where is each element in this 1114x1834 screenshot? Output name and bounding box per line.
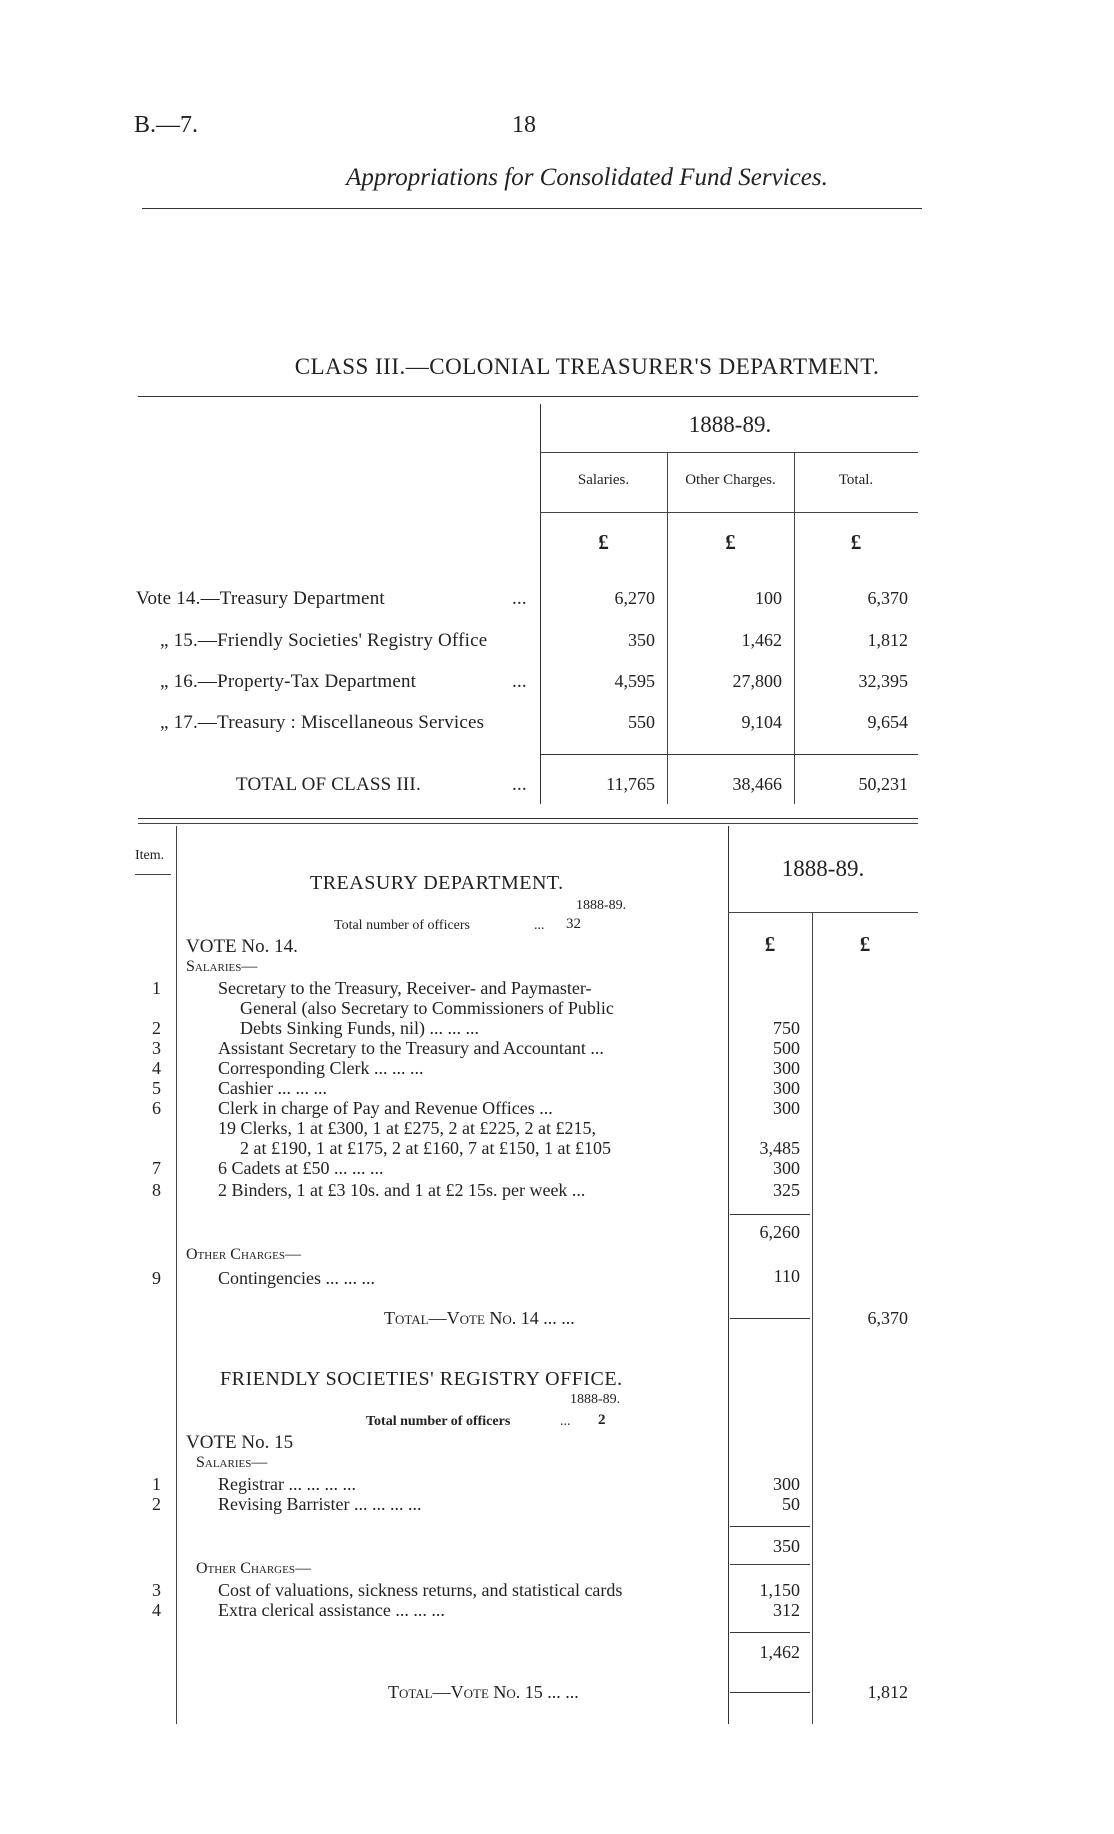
total-value: 6,370 [867,588,908,608]
summary-col-divider-2 [794,452,795,804]
item-description: 19 Clerks, 1 at £300, 1 at £275, 2 at £225, 2 at £215, [218,1118,596,1138]
item-amount: 300 [773,1098,800,1118]
item-amount: 300 [773,1078,800,1098]
item-amount: 300 [773,1158,800,1178]
other-charges-value: 1,462 [741,630,782,650]
salaries-column-header: Salaries. [577,472,630,488]
summary-bottom-rule-2 [138,823,918,824]
document-reference: B.—7. [134,112,199,138]
friendly-other-subtotal: 1,462 [759,1642,800,1662]
grand-total: 50,231 [858,774,908,794]
item-number: 4 [152,1600,161,1620]
item-description: Clerk in charge of Pay and Revenue Offices ... [218,1098,553,1118]
friendly-section-title: FRIENDLY SOCIETIES' REGISTRY OFFICE. [220,1368,623,1390]
friendly-vote-total: 1,812 [867,1682,908,1702]
summary-bottom-rule-1 [138,818,918,819]
item-column-header: Item. [135,848,165,863]
friendly-vote-total-label: Total—Vote No. 15 ... ... [388,1682,579,1702]
leader-dots: ... [560,1414,571,1429]
item-amount: 312 [773,1600,800,1620]
item-amount: 300 [773,1474,800,1494]
total-value: 32,395 [858,671,908,691]
salaries-value: 350 [628,630,655,650]
other-charges-total: 38,466 [732,774,782,794]
item-number: 9 [152,1268,161,1288]
summary-year-rule [540,452,918,453]
treasury-salaries-label: Salaries— [186,958,258,975]
item-description: Debts Sinking Funds, nil) ... ... ... [240,1018,480,1038]
page-number: 18 [512,112,536,138]
friendly-total-rule [730,1692,810,1693]
total-value: 1,812 [867,630,908,650]
item-description: Cashier ... ... ... [218,1078,327,1098]
friendly-salaries-rule [730,1526,810,1527]
summary-year: 1888-89. [688,412,772,437]
salaries-total: 11,765 [606,774,655,794]
item-number: 2 [152,1494,161,1514]
friendly-other-rule [730,1632,810,1633]
item-number: 4 [152,1058,161,1078]
friendly-officers-count: 2 [598,1412,606,1428]
total-currency: £ [850,530,862,554]
treasury-section-title: TREASURY DEPARTMENT. [310,872,564,894]
total-value: 9,654 [867,712,908,732]
leader-dots: ... [512,774,527,795]
heading-rule [142,208,922,209]
item-amount: 750 [773,1018,800,1038]
vote-label: Vote 14.—Treasury Department [136,588,385,609]
treasury-other-amount: 110 [773,1266,800,1286]
item-description: Cost of valuations, sickness returns, and statistical cards [218,1580,623,1600]
salaries-currency: £ [598,530,609,554]
item-number: 1 [152,1474,161,1494]
friendly-salaries-label: Salaries— [196,1454,268,1471]
treasury-other-charges-label: Other Charges— [186,1246,301,1263]
friendly-other-charges-label: Other Charges— [196,1560,311,1577]
item-header-rule [135,874,171,875]
item-number: 6 [152,1098,161,1118]
treasury-vote-number: VOTE No. 14. [186,936,298,957]
friendly-vote-number: VOTE No. 15 [186,1432,294,1453]
item-description: Extra clerical assistance ... ... ... [218,1600,445,1620]
item-amount: 50 [782,1494,800,1514]
item-number: 7 [152,1158,161,1178]
other-charges-currency: £ [725,530,736,554]
other-charges-value: 27,800 [732,671,782,691]
item-description: Contingencies ... ... ... [218,1268,375,1288]
vote-label: „ 16.—Property-Tax Department [160,671,417,692]
item-description: Corresponding Clerk ... ... ... [218,1058,424,1078]
treasury-officers-label: Total number of officers [334,918,470,933]
leader-dots: ... [512,671,527,692]
summary-total-rule [540,754,918,755]
item-number: 8 [152,1180,161,1200]
detail-year: 1888-89. [781,856,865,881]
friendly-officers-year: 1888-89. [570,1392,621,1407]
treasury-vote-total: 6,370 [867,1308,908,1328]
item-number: 3 [152,1038,161,1058]
total-column-header: Total. [838,472,874,488]
other-charges-value: 100 [755,588,782,608]
friendly-officers-label: Total number of officers [366,1414,511,1429]
item-description: 2 at £190, 1 at £175, 2 at £160, 7 at £150, 1 at £105 [240,1138,611,1158]
item-number: 3 [152,1580,161,1600]
item-amount: 325 [773,1180,800,1200]
treasury-officers-year: 1888-89. [576,898,627,913]
item-number: 5 [152,1078,161,1098]
item-column-divider [176,826,177,1724]
treasury-officers-count: 32 [566,916,581,932]
item-amount: 300 [773,1058,800,1078]
item-amount: 3,485 [759,1138,800,1158]
detail-currency-left: £ [764,932,776,956]
item-description: 2 Binders, 1 at £3 10s. and 1 at £2 15s. per week ... [218,1180,586,1200]
leader-dots: ... [534,918,545,933]
item-description: Assistant Secretary to the Treasury and Accountant ... [218,1038,604,1058]
friendly-salaries-subtotal: 350 [773,1536,800,1556]
total-label: TOTAL OF CLASS III. [236,774,421,795]
item-description: 6 Cadets at £50 ... ... ... [218,1158,384,1178]
page-heading: Appropriations for Consolidated Fund Services. [346,164,828,191]
vote-label: „ 17.—Treasury : Miscellaneous Services [160,712,485,733]
salaries-value: 6,270 [614,588,655,608]
item-amount: 500 [773,1038,800,1058]
other-charges-column-header: Other Charges. [685,472,776,488]
detail-year-rule [728,912,918,913]
detail-currency-right: £ [859,932,871,956]
treasury-vote-total-label: Total—Vote No. 14 ... ... [384,1308,575,1328]
item-number: 2 [152,1018,161,1038]
treasury-salaries-rule [730,1214,810,1215]
item-amount: 1,150 [759,1580,800,1600]
summary-col-divider-1 [667,452,668,804]
summary-top-rule [138,396,918,397]
other-charges-value: 9,104 [741,712,782,732]
friendly-subtotal-rule [730,1564,810,1565]
vote-label: „ 15.—Friendly Societies' Registry Office [160,630,488,651]
treasury-salaries-subtotal: 6,260 [759,1222,800,1242]
treasury-total-rule [730,1318,810,1319]
item-description: Registrar ... ... ... ... [218,1474,356,1494]
item-number: 1 [152,978,161,998]
item-description: Secretary to the Treasury, Receiver- and Paymaster- [218,978,592,998]
salaries-value: 4,595 [614,671,655,691]
item-description: General (also Secretary to Commissioners of Public [240,998,614,1018]
item-description: Revising Barrister ... ... ... ... [218,1494,422,1514]
leader-dots: ... [512,588,527,609]
summary-title: CLASS III.—COLONIAL TREASURER'S DEPARTMENT. [294,354,880,379]
summary-header-rule [540,512,918,513]
salaries-value: 550 [628,712,655,732]
